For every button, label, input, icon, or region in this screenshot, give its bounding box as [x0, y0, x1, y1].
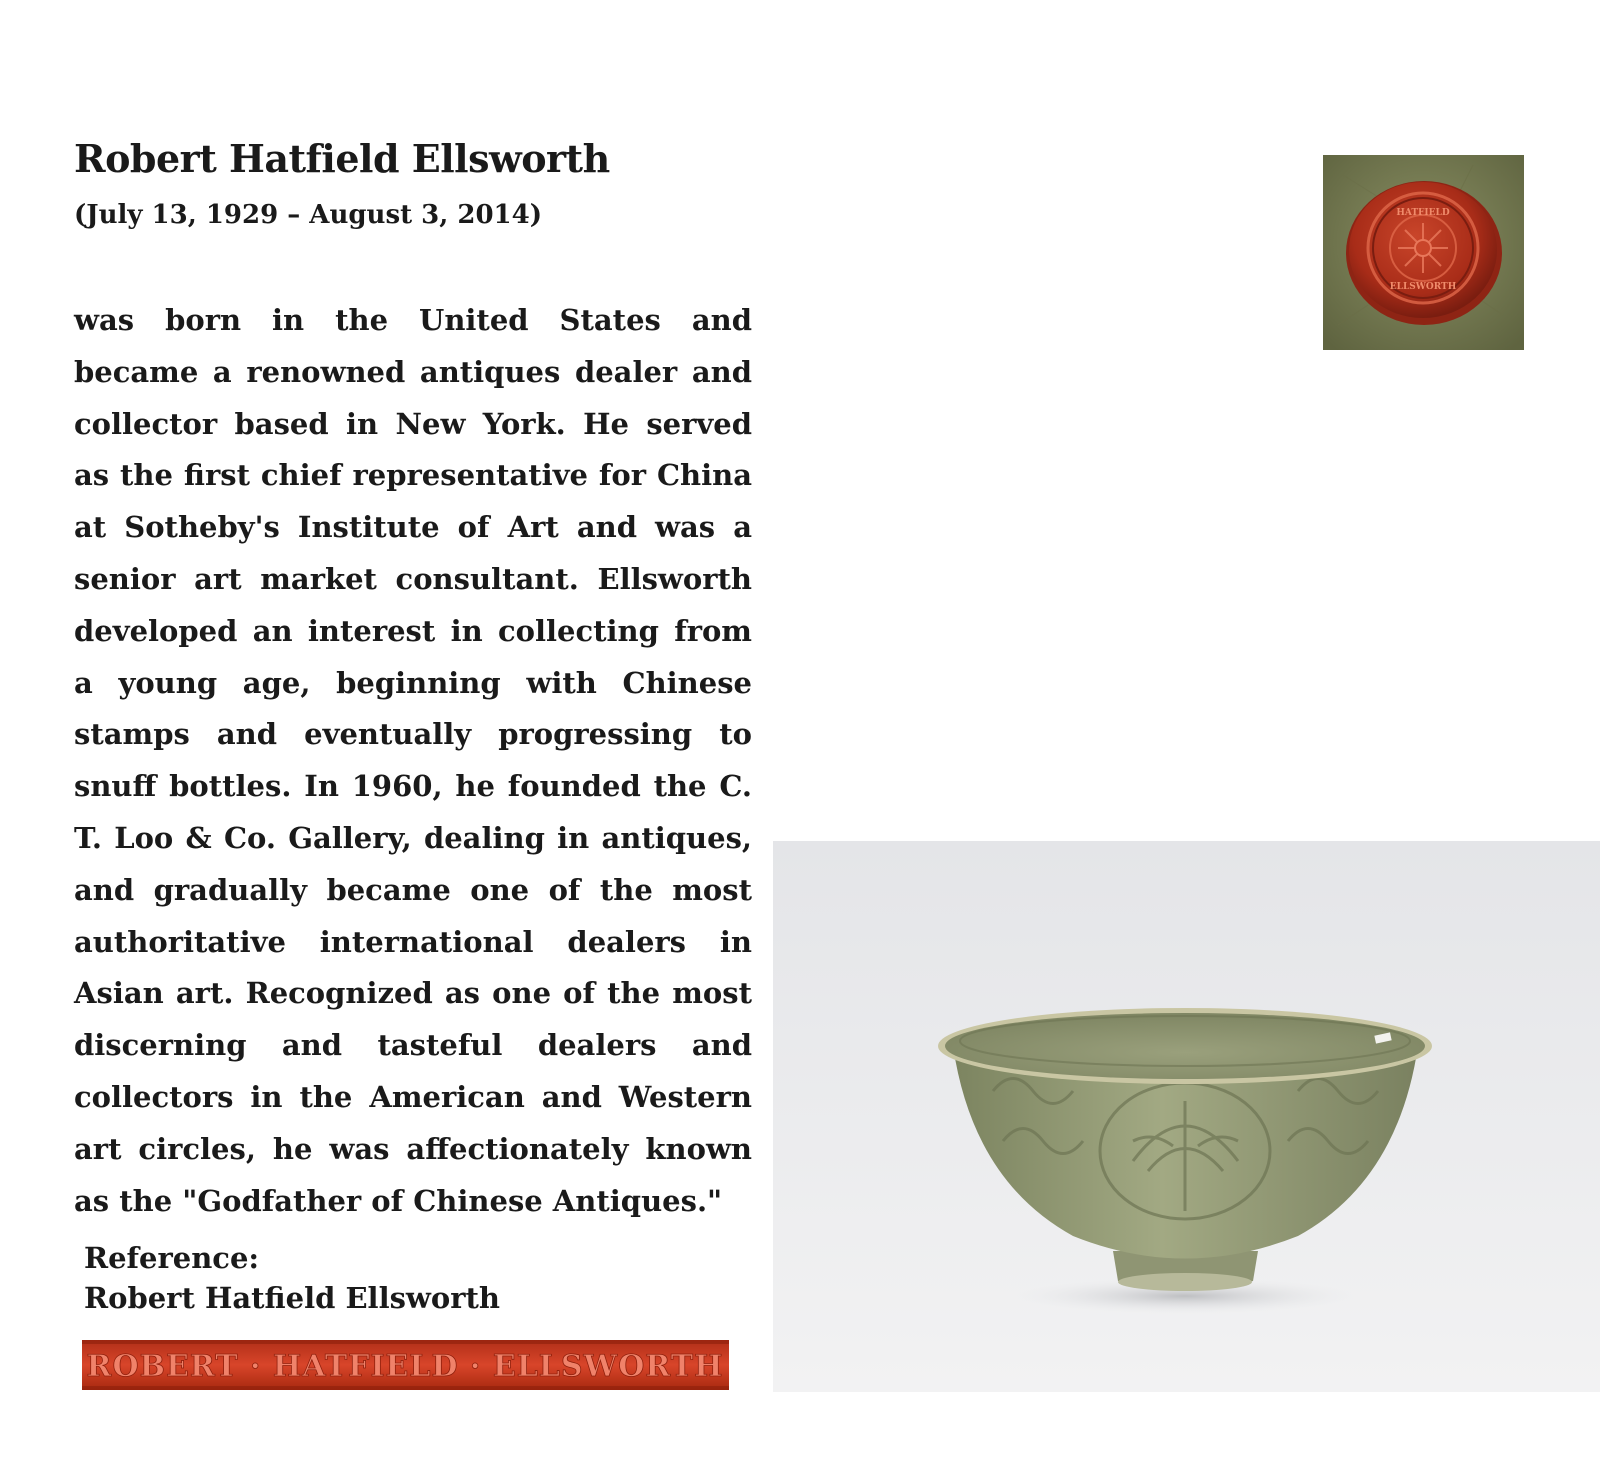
- wax-seal-image: [1323, 155, 1524, 350]
- svg-text:ROBERT · HATFIELD · ELLSWORTH: ROBERT · HATFIELD · ELLSWORTH: [86, 1349, 724, 1384]
- seal-stamp-strip-icon: [82, 1338, 729, 1392]
- reference-block: [84, 1238, 500, 1318]
- reference-name: Robert Hatfield Ellsworth: [84, 1281, 500, 1315]
- celadon-bowl-photo: [773, 841, 1600, 1392]
- svg-text:HATFIELD: HATFIELD: [1396, 208, 1450, 218]
- biography-text: was born in the United States and became a renowned antiques dealer and collector based in New York. He served as the first chief representative for China at Sotheby's Institute of Art and was a senior art market consultant. Ellsworth developed an interest in collecting from a young age, beginning with Chinese stamps and eventually progressing to snuff bottles. In 1960, he founded the C. T. Loo & Co. Gallery, dealing in antiques, and gradually became one of the most authoritative international dealers in Asian art. Recognized as one of the most discerning and tasteful dealers and collectors in the American and Western art circles, he was affectionately known as the "Godfather of Chinese Antiques.": [74, 303, 752, 1218]
- reference-label: Reference:: [84, 1241, 260, 1275]
- svg-text:ELLSWORTH: ELLSWORTH: [1389, 282, 1457, 292]
- page-title: Robert Hatfield Ellsworth: [74, 136, 610, 181]
- life-dates: (July 13, 1929 – August 3, 2014): [74, 200, 543, 230]
- wax-seal-icon: [1323, 155, 1524, 350]
- seal-stamp-strip: [82, 1338, 729, 1392]
- celadon-bowl-icon: [773, 841, 1600, 1392]
